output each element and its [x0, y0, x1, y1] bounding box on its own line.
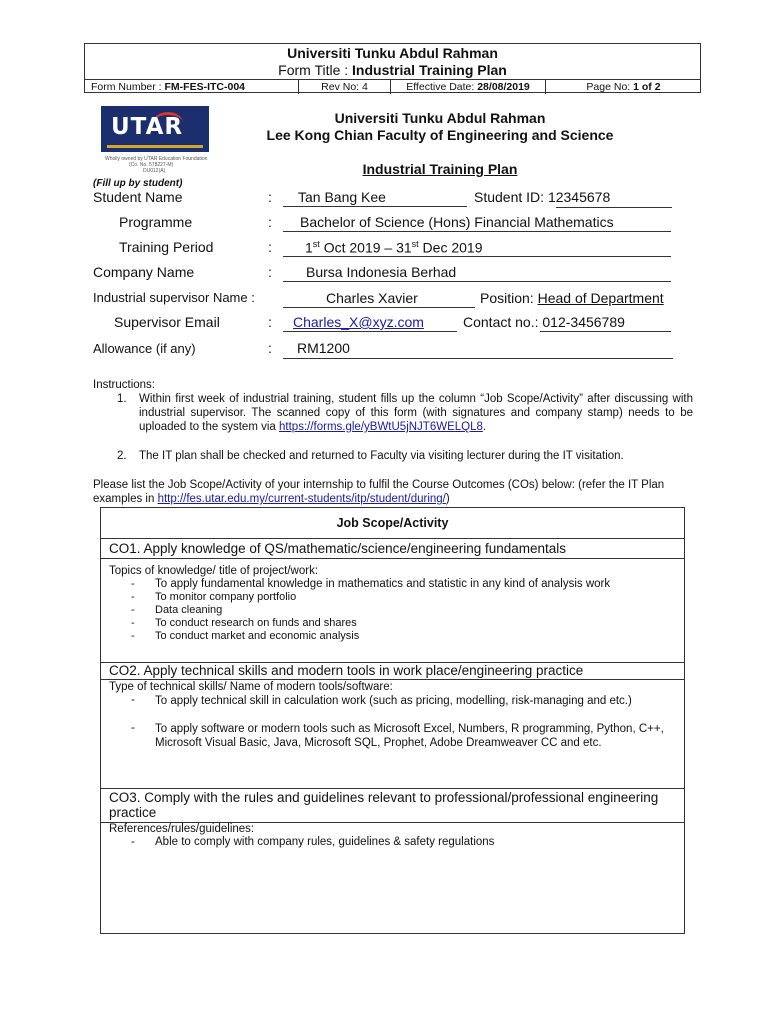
header-university: Universiti Tunku Abdul Rahman [287, 45, 498, 61]
company-label: Company Name [93, 264, 195, 280]
co1-item[interactable]: Data cleaning [155, 604, 223, 616]
colon: : [268, 314, 272, 330]
table-divider [100, 788, 685, 789]
bullet-dash: - [131, 578, 135, 590]
period-start-sup: st [312, 239, 320, 249]
allowance-label: Allowance (if any) [93, 341, 196, 356]
logo-caption [105, 156, 207, 174]
page-no [545, 80, 701, 94]
student-id [474, 189, 610, 205]
plan-title-text: Industrial Training Plan [362, 161, 518, 177]
instruction-item-2: The IT plan shall be checked and returned to Faculty via visiting lecturer during the IT visitation. [139, 450, 624, 462]
please-list-text [93, 478, 693, 506]
instruction-item-1 [139, 392, 693, 434]
logo-caption-line: Wholly owned by UTAR Education Foundation [105, 156, 208, 162]
company-value[interactable]: Bursa Indonesia Berhad [306, 264, 457, 280]
utar-logo [101, 106, 209, 152]
email-line [283, 331, 457, 332]
co1-subhead: Topics of knowledge/ title of project/work: [109, 565, 319, 577]
student-id-value[interactable]: 12345678 [547, 189, 611, 205]
logo-caption-line: DU012(A) [143, 168, 166, 174]
co2-title: CO2. Apply technical skills and modern tools in work place/engineering practice [109, 663, 584, 678]
bullet-dash: - [131, 694, 135, 706]
form-title-prefix: Form Title : [278, 62, 353, 78]
company-line [283, 281, 671, 282]
plan-title [215, 161, 665, 177]
email-label: Supervisor Email [114, 314, 220, 330]
form-number-value: FM-FES-ITC-004 [164, 81, 246, 93]
faculty-title: Lee Kong Chian Faculty of Engineering and Science [266, 127, 614, 143]
position-value[interactable]: Head of Department [537, 290, 664, 306]
please-text: Please list the Job Scope/Activity of your internship to fulfil the Course Outcomes (COs) below: (refer the IT Plan examples in [93, 479, 665, 505]
bullet-dash: - [131, 630, 135, 642]
training-period-label: Training Period [119, 239, 214, 255]
instruction-1-end: . [482, 421, 487, 433]
colon: : [268, 214, 272, 230]
co1-item[interactable]: To monitor company portfolio [155, 591, 297, 603]
co3-subhead: References/rules/guidelines: [109, 823, 255, 835]
email-link[interactable]: Charles_X@xyz.com [293, 314, 424, 330]
student-name-line [283, 206, 467, 207]
allowance-line [283, 358, 673, 359]
table-divider [100, 538, 685, 539]
co2-item[interactable]: To apply software or modern tools such as Microsoft Excel, Numbers, R programming, Python, C++, Microsoft Visual Basic, Java, Microsoft SQL, Prophet, Adobe Dreamweaver CC and etc. [155, 723, 664, 749]
table-divider [100, 558, 685, 559]
allowance-value[interactable]: RM1200 [297, 340, 350, 356]
university-title: Universiti Tunku Abdul Rahman [334, 110, 546, 126]
co2-subhead: Type of technical skills/ Name of modern tools/software: [109, 681, 393, 693]
bullet-dash: - [131, 591, 135, 603]
header-meta-row [85, 79, 700, 94]
programme-value[interactable]: Bachelor of Science (Hons) Financial Mathematics [300, 214, 614, 230]
contact-value[interactable]: 012-3456789 [542, 314, 625, 330]
form-number [91, 80, 301, 94]
form-number-label: Form Number : [91, 81, 165, 93]
period-start-day: 1 [305, 239, 313, 256]
it-plan-examples-link[interactable]: http://fes.utar.edu.my/current-students/itp/student/during/ [157, 493, 446, 505]
student-name-value[interactable]: Tan Bang Kee [298, 189, 386, 205]
training-period-line [283, 256, 671, 257]
instructions-heading: Instructions: [93, 379, 155, 391]
co1-item[interactable]: To conduct research on funds and shares [155, 617, 357, 629]
student-id-line [556, 207, 672, 208]
fill-note: (Fill up by student) [93, 178, 183, 189]
student-name-label: Student Name [93, 189, 183, 205]
effective-date [390, 80, 545, 94]
co2-item[interactable]: To apply technical skill in calculation work (such as pricing, modelling, risk-managing and etc.) [155, 695, 632, 707]
programme-label: Programme [119, 214, 193, 230]
header-form-title [85, 61, 700, 79]
job-scope-heading: Job Scope/Activity [336, 516, 449, 530]
colon: : [268, 239, 272, 255]
contact-line [540, 331, 671, 332]
co3-title [109, 790, 669, 820]
instruction-num: 2. [117, 450, 127, 462]
period-end-rest: Dec 2019 [418, 239, 483, 256]
effective-date-value: 28/08/2019 [477, 81, 530, 93]
please-end: ) [445, 493, 450, 505]
position-label: Position: [480, 290, 538, 306]
co1-title: CO1. Apply knowledge of QS/mathematic/science/engineering fundamentals [109, 541, 567, 556]
bullet-dash: - [131, 617, 135, 629]
colon: : [268, 264, 272, 280]
co1-item[interactable]: To apply fundamental knowledge in mathematics and statistic in any kind of analysis work [155, 578, 611, 590]
instruction-1-text: Within first week of industrial training, student fills up the column “Job Scope/Activity” after discussing with industrial supervisor. The scanned copy of this form (with signatures and company stamp) needs to be uploaded to the system via [139, 393, 693, 433]
logo-text: UTAR [111, 114, 184, 140]
co3-title-text: CO3. Comply with the rules and guidelines relevant to professional/professional engineering practice [109, 790, 659, 820]
supervisor-value[interactable]: Charles Xavier [326, 290, 418, 306]
bullet-dash: - [131, 604, 135, 616]
logo-underline [107, 145, 203, 148]
page-no-value: 1 of 2 [633, 81, 661, 93]
form-header-box [84, 43, 701, 93]
contact-label: Contact no.: [463, 314, 543, 330]
logo-caption-line: (Co. No. 578227-M) [129, 162, 174, 168]
colon: : [268, 340, 272, 356]
period-end-sup: st [411, 239, 419, 249]
instruction-num: 1. [117, 393, 127, 405]
bullet-dash: - [131, 722, 135, 734]
bullet-dash: - [131, 836, 135, 848]
supervisor-line [283, 307, 475, 308]
period-start-rest: Oct 2019 – 31 [319, 239, 412, 256]
co3-item[interactable]: Able to comply with company rules, guidelines & safety regulations [155, 836, 495, 848]
page-no-label: Page No: [586, 81, 634, 93]
effective-date-label: Effective Date: [406, 81, 478, 93]
form-title-value: Industrial Training Plan [352, 62, 507, 78]
programme-line [283, 231, 671, 232]
supervisor-label: Industrial supervisor Name : [93, 290, 255, 305]
rev-no: Rev No: 4 [298, 80, 390, 94]
student-id-label: Student ID: [474, 189, 548, 205]
form-upload-link[interactable]: https://forms.gle/yBWtU5jNJT6WELQL8 [279, 421, 483, 433]
position [480, 290, 664, 306]
co1-item[interactable]: To conduct market and economic analysis [155, 630, 360, 642]
colon: : [268, 189, 272, 205]
contact [463, 314, 625, 330]
training-period-value[interactable] [305, 239, 483, 256]
